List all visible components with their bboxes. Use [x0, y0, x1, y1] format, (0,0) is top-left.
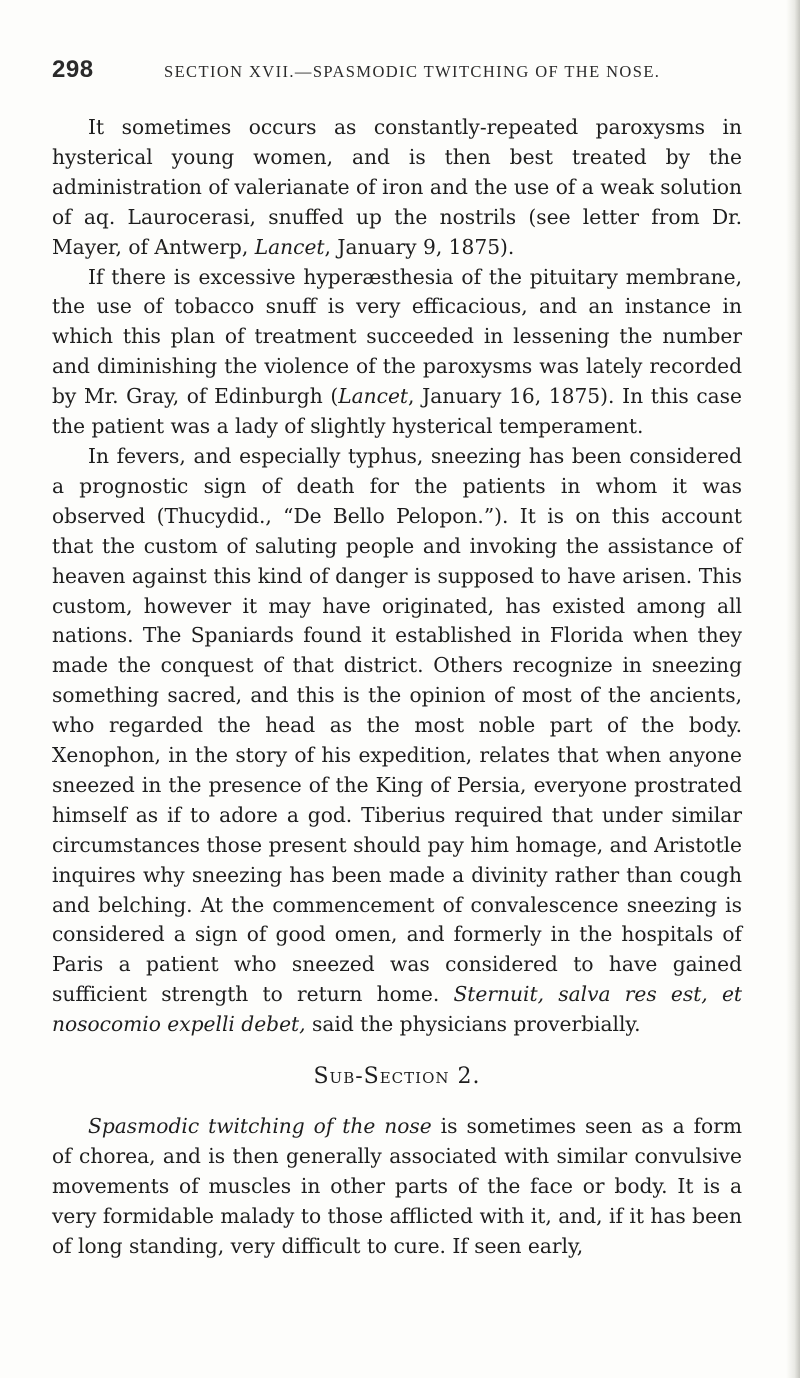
journal-citation: Lancet [254, 234, 325, 259]
paragraph-valerianate: It sometimes occurs as constantly-repeated paroxysms in hysterical young women, and is then best treated by the administration of valerianate of iron and the use of a weak solution of aq. Laurocerasi, snuffed up the nostrils (see letter from Dr. Mayer, of Antwerp, Lancet, January 9, 1875). [52, 115, 742, 259]
page-number: 298 [52, 56, 94, 83]
journal-citation: Lancet [338, 384, 409, 409]
page-edge-shadow [786, 0, 800, 1378]
latin-quote: Sternuit, salva res est, et nosocomio expelli debet, [52, 982, 743, 1037]
topic-phrase: Spasmodic twitching of the nose [88, 1114, 432, 1138]
paragraph-tobacco-snuff: If there is excessive hyperæsthesia of the pituitary membrane, the use of tobacco snuff is very efficacious, and an instance in which this plan of treatment succeeded in lessening the number and diminishing the violence of the paroxysms was lately recorded by Mr. Gray, of Edinburgh (Lancet, January 16, 1875). In this case the patient was a lady of slightly hysterical temperament. [52, 264, 742, 439]
body-text [52, 113, 742, 1262]
paragraph-spasmodic-twitching: Spasmodic twitching of the nose is sometimes seen as a form of chorea, and is then generally associated with similar convulsive movements of muscles in other parts of the face or body. It is a very formidable malady to those afflicted with it, and, if it has been of long standing, very difficult to cure. If seen early, [52, 1114, 742, 1258]
page-header [52, 56, 742, 90]
paragraph-fevers-sneezing: In fevers, and especially typhus, sneezing has been considered a prognostic sign of death for the patients in whom it was observed (Thucydid., “De Bello Pelopon.”). It is on this account that the custom of saluting people and invoking the assistance of heaven against this kind of danger is supposed to have arisen. This custom, however it may have originated, has existed among all nations. The Spaniards found it established in Florida when they made the conquest of that district. Others recognize in sneezing something sacred, and this is the opinion of most of the ancients, who regarded the head as the most noble part of the body. Xenophon, in the story of his expedition, relates that when anyone sneezed in the presence of the King of Persia, everyone prostrated himself as if to adore a god. Tiberius required that under similar circumstances those present should pay him homage, and Aristotle inquires why sneezing has been made a divinity rather than cough and belching. At the commencement of convalescence sneezing is considered a sign of good omen, and formerly in the hospitals of Paris a patient who sneezed was considered to have gained sufficient strength to return home. Sternuit, salva res est, et nosocomio expelli debet, said the physicians proverbially. [52, 443, 743, 1037]
subsection-heading: Sub-Section 2. [313, 1064, 481, 1090]
running-head: SECTION XVII.—SPASMODIC TWITCHING OF THE NOSE. [164, 62, 661, 81]
